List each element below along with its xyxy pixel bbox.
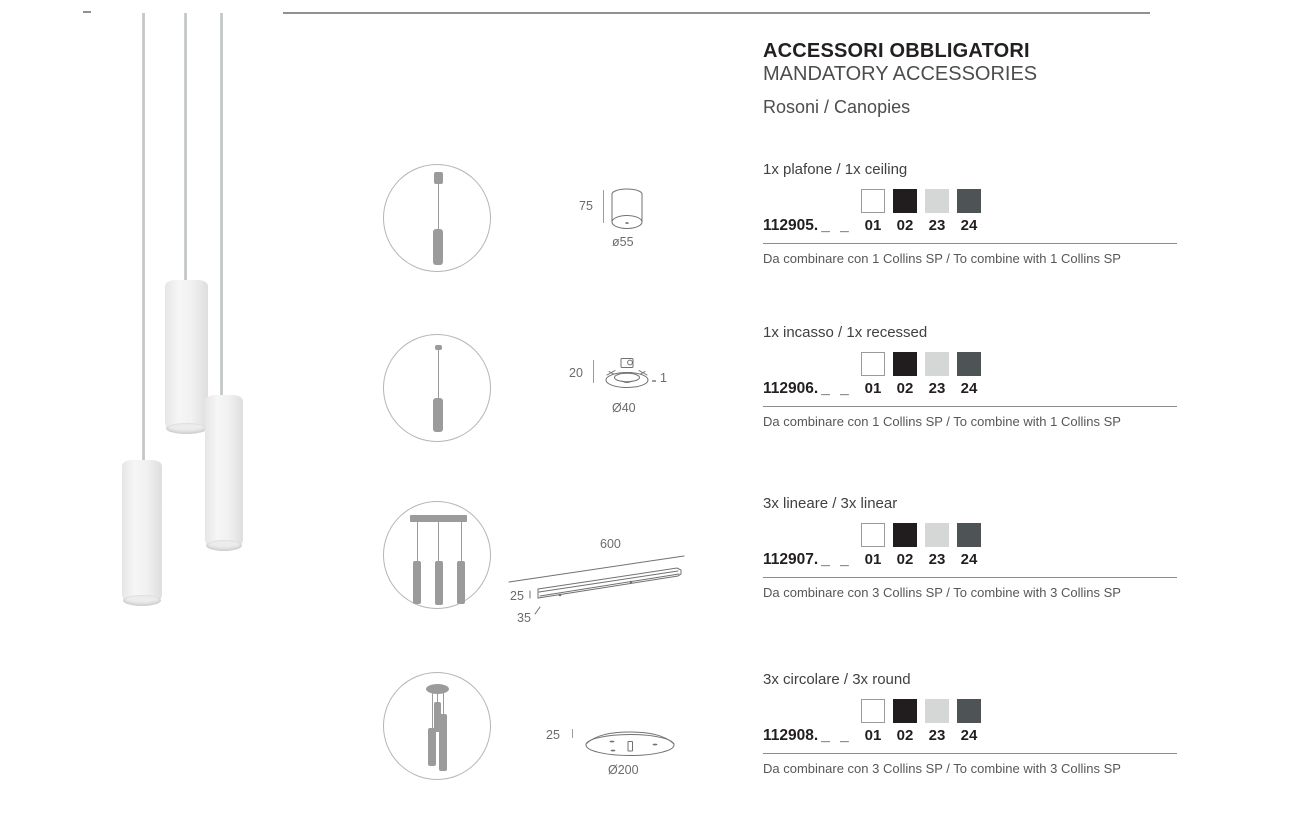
diagram-lamp	[433, 398, 443, 432]
finish-swatch-02	[893, 523, 917, 547]
dim-label-height: 20	[569, 366, 583, 380]
finish-code: 02	[896, 551, 914, 568]
diagram-lamp	[433, 229, 443, 265]
config-circle-3x-round	[383, 672, 491, 780]
diagram-lamp	[428, 728, 436, 766]
page-subtitle: Rosoni / Canopies	[763, 97, 911, 117]
finish-swatch-01	[861, 699, 885, 723]
diagram-cable	[438, 184, 439, 229]
diagram-lamp	[439, 714, 447, 771]
dim-label-height: 25	[546, 728, 560, 742]
product-row-recessed	[763, 325, 1177, 435]
article-number	[763, 381, 852, 397]
dim-label-diameter: Ø40	[612, 401, 636, 415]
round-canopy-drawing	[582, 712, 682, 762]
diagram-cable	[438, 349, 439, 398]
finish-code: 24	[960, 380, 978, 397]
article-number	[763, 218, 852, 234]
diagram-lamp	[413, 561, 421, 604]
diagram-cable	[432, 693, 433, 729]
dim-label-width: 35	[517, 611, 531, 625]
finish-swatches	[861, 352, 981, 376]
finish-swatch-24	[957, 352, 981, 376]
ceiling-canopy-drawing	[610, 186, 644, 232]
finish-code: 01	[864, 380, 882, 397]
finish-swatch-02	[893, 352, 917, 376]
dim-extension-line	[593, 360, 594, 383]
article-suffix: _ _	[821, 217, 852, 234]
product-title: 3x circolare / 3x round	[763, 671, 911, 688]
combination-note: Da combinare con 1 Collins SP / To combine with 1 Collins SP	[763, 414, 1121, 429]
config-circle-1x-recessed	[383, 334, 491, 442]
diagram-linear-bar	[410, 515, 467, 522]
diagram-lamp	[457, 561, 465, 604]
product-title: 3x lineare / 3x linear	[763, 495, 898, 512]
page-title-italian: ACCESSORI OBBLIGATORI	[763, 40, 1030, 62]
finish-code: 24	[960, 727, 978, 744]
pendant-cylinder	[165, 280, 208, 431]
finish-codes	[861, 728, 981, 743]
finish-code: 23	[928, 551, 946, 568]
finish-swatch-23	[925, 523, 949, 547]
product-row-linear	[763, 496, 1177, 606]
article-code: 112905.	[763, 217, 819, 234]
finish-swatch-23	[925, 699, 949, 723]
product-row-round	[763, 672, 1177, 782]
diagram-cable	[417, 522, 418, 561]
article-number	[763, 728, 852, 744]
dim-label-edge: 1	[660, 371, 667, 385]
finish-swatches	[861, 523, 981, 547]
finish-code: 24	[960, 551, 978, 568]
diagram-cable	[461, 522, 462, 561]
dim-label-diameter: ø55	[612, 235, 634, 249]
finish-swatch-01	[861, 523, 885, 547]
combination-note: Da combinare con 3 Collins SP / To combine with 3 Collins SP	[763, 585, 1121, 600]
finish-codes	[861, 381, 981, 396]
config-circle-1x-ceiling	[383, 164, 491, 272]
product-title: 1x plafone / 1x ceiling	[763, 161, 908, 178]
finish-codes	[861, 552, 981, 567]
product-title: 1x incasso / 1x recessed	[763, 324, 928, 341]
finish-swatch-24	[957, 523, 981, 547]
row-divider	[763, 406, 1177, 407]
finish-code: 01	[864, 551, 882, 568]
finish-swatch-23	[925, 352, 949, 376]
row-divider	[763, 753, 1177, 754]
pendant-cable	[184, 13, 187, 282]
finish-code: 23	[928, 380, 946, 397]
article-code: 112908.	[763, 727, 819, 744]
finish-code: 01	[864, 727, 882, 744]
dim-label-diameter: Ø200	[608, 763, 639, 777]
finish-swatch-02	[893, 189, 917, 213]
article-suffix: _ _	[821, 380, 852, 397]
dim-label-length: 600	[600, 537, 621, 551]
finish-code: 23	[928, 727, 946, 744]
top-divider-line	[283, 12, 1150, 14]
finish-swatch-01	[861, 189, 885, 213]
finish-codes	[861, 218, 981, 233]
pendant-cable	[220, 13, 223, 397]
article-code: 112906.	[763, 380, 819, 397]
article-suffix: _ _	[821, 727, 852, 744]
diagram-cable	[443, 693, 444, 715]
pendant-cylinder	[205, 395, 243, 548]
pendant-cylinder	[122, 460, 162, 603]
finish-code: 24	[960, 217, 978, 234]
finish-code: 01	[864, 217, 882, 234]
dim-label-height: 75	[579, 199, 593, 213]
row-divider	[763, 577, 1177, 578]
product-row-ceiling	[763, 162, 1177, 272]
article-code: 112907.	[763, 551, 819, 568]
finish-swatch-24	[957, 699, 981, 723]
combination-note: Da combinare con 3 Collins SP / To combine with 3 Collins SP	[763, 761, 1121, 776]
dim-extension-line	[572, 729, 573, 738]
article-number	[763, 552, 852, 568]
finish-swatch-02	[893, 699, 917, 723]
page-title-english: MANDATORY ACCESSORIES	[763, 63, 1038, 85]
diagram-canopy	[434, 172, 443, 184]
diagram-cable	[438, 522, 439, 561]
diagram-lamp	[435, 561, 443, 605]
finish-swatch-01	[861, 352, 885, 376]
article-suffix: _ _	[821, 551, 852, 568]
finish-swatches	[861, 699, 981, 723]
pendant-cable	[142, 13, 145, 462]
corner-tick-mark	[83, 11, 91, 13]
finish-code: 02	[896, 727, 914, 744]
recessed-canopy-drawing	[600, 355, 654, 395]
finish-code: 23	[928, 217, 946, 234]
dim-leader-dot	[652, 380, 656, 382]
dim-label-height: 25	[510, 589, 524, 603]
finish-swatch-23	[925, 189, 949, 213]
dim-extension-line	[603, 190, 604, 223]
finish-code: 02	[896, 380, 914, 397]
config-circle-3x-linear	[383, 501, 491, 609]
combination-note: Da combinare con 1 Collins SP / To combine with 1 Collins SP	[763, 251, 1121, 266]
finish-swatch-24	[957, 189, 981, 213]
row-divider	[763, 243, 1177, 244]
finish-swatches	[861, 189, 981, 213]
finish-code: 02	[896, 217, 914, 234]
